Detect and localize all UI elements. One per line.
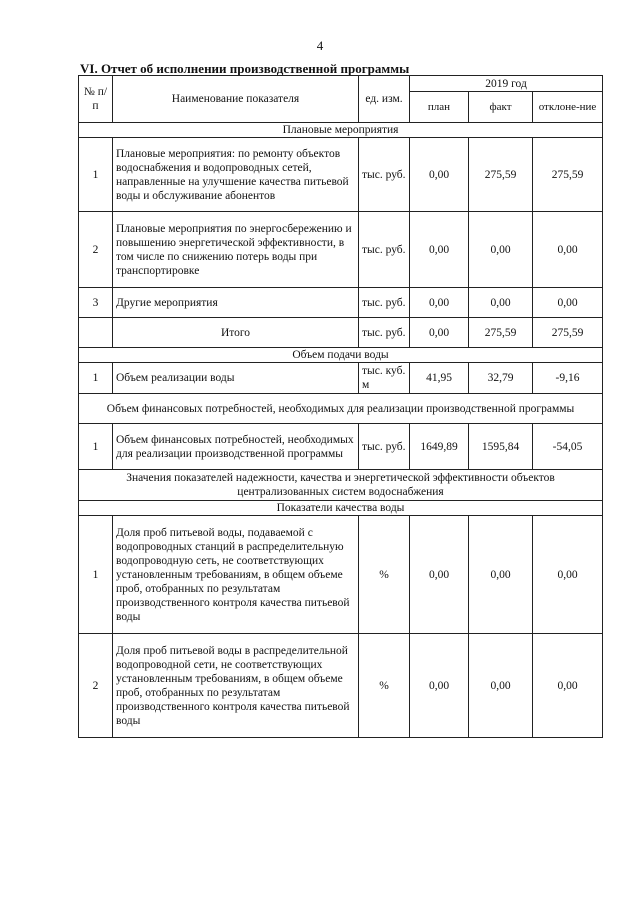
page-number: 4 [316,38,324,53]
row-name: Итого [113,318,359,348]
table-row [79,424,603,470]
row-fact: 0,00 [469,288,533,318]
row-deviation: 275,59 [533,318,603,348]
header-name: Наименование показателя [113,76,359,123]
row-name: Плановые мероприятия по энергосбережению и повышению энергетической эффективности, в том числе по снижению потерь воды при транспортировке [113,212,359,288]
row-num: 1 [79,363,113,394]
row-num: 3 [79,288,113,318]
row-fact: 275,59 [469,138,533,212]
section-row [79,348,603,363]
row-name: Объем реализации воды [113,363,359,394]
section-water-supply: Объем подачи воды [79,348,603,363]
row-num: 2 [79,212,113,288]
row-fact: 0,00 [469,516,533,634]
row-plan: 1649,89 [410,424,469,470]
row-unit: тыс. руб. [359,138,410,212]
row-num [79,318,113,348]
section-row [79,394,603,424]
table-row [79,634,603,738]
row-plan: 0,00 [410,212,469,288]
row-plan: 0,00 [410,516,469,634]
row-fact: 32,79 [469,363,533,394]
section-title: VI. Отчет об исполнении производственной программы [80,61,410,76]
section-indicators: Значения показателей надежности, качества и энергетической эффективности объектов централизованных систем водоснабжения [79,470,603,501]
header-num: № п/п [79,76,113,123]
row-unit: % [359,634,410,738]
row-deviation: -54,05 [533,424,603,470]
section-planned-measures: Плановые мероприятия [79,123,603,138]
table-row [79,363,603,394]
row-deviation: 0,00 [533,634,603,738]
header-unit: ед. изм. [359,76,410,123]
table-row [79,138,603,212]
row-unit: тыс. руб. [359,424,410,470]
row-fact: 0,00 [469,634,533,738]
row-plan: 0,00 [410,634,469,738]
table-row [79,516,603,634]
section-row [79,470,603,501]
row-num: 2 [79,634,113,738]
table-row [79,212,603,288]
row-unit: тыс. руб. [359,288,410,318]
report-table [78,75,603,738]
row-name: Объем финансовых потребностей, необходимых для реализации производственной программы [113,424,359,470]
row-unit: % [359,516,410,634]
total-row [79,318,603,348]
row-name: Доля проб питьевой воды в распределительной водопроводной сети, не соответствующих установленным требованиям, в общем объеме проб, отобранных по результатам производственного контроля качества питьевой воды [113,634,359,738]
row-plan: 41,95 [410,363,469,394]
row-num: 1 [79,138,113,212]
row-name: Доля проб питьевой воды, подаваемой с водопроводных станций в распределительную водопроводную сеть, не соответствующих установленным требованиям, в общем объеме проб, отобранных по результатам производственного контроля качества питьевой воды [113,516,359,634]
section-row [79,501,603,516]
row-num: 1 [79,424,113,470]
row-deviation: -9,16 [533,363,603,394]
row-fact: 275,59 [469,318,533,348]
row-plan: 0,00 [410,318,469,348]
section-financial-needs: Объем финансовых потребностей, необходимых для реализации производственной программы [79,394,603,424]
row-plan: 0,00 [410,138,469,212]
row-fact: 0,00 [469,212,533,288]
header-deviation: отклоне-ние [533,92,603,123]
row-unit: тыс. руб. [359,212,410,288]
row-unit: тыс. руб. [359,318,410,348]
row-plan: 0,00 [410,288,469,318]
table-row [79,288,603,318]
row-deviation: 0,00 [533,516,603,634]
header-fact: факт [469,92,533,123]
row-num: 1 [79,516,113,634]
header-row-1 [79,76,603,92]
row-deviation: 0,00 [533,288,603,318]
row-deviation: 275,59 [533,138,603,212]
row-fact: 1595,84 [469,424,533,470]
row-name: Плановые мероприятия: по ремонту объектов водоснабжения и водопроводных сетей, направленные на улучшение качества питьевой воды и обслуживание абонентов [113,138,359,212]
section-row [79,123,603,138]
row-deviation: 0,00 [533,212,603,288]
header-year: 2019 год [410,76,603,92]
row-name: Другие мероприятия [113,288,359,318]
row-unit: тыс. куб. м [359,363,410,394]
section-quality: Показатели качества воды [79,501,603,516]
header-plan: план [410,92,469,123]
